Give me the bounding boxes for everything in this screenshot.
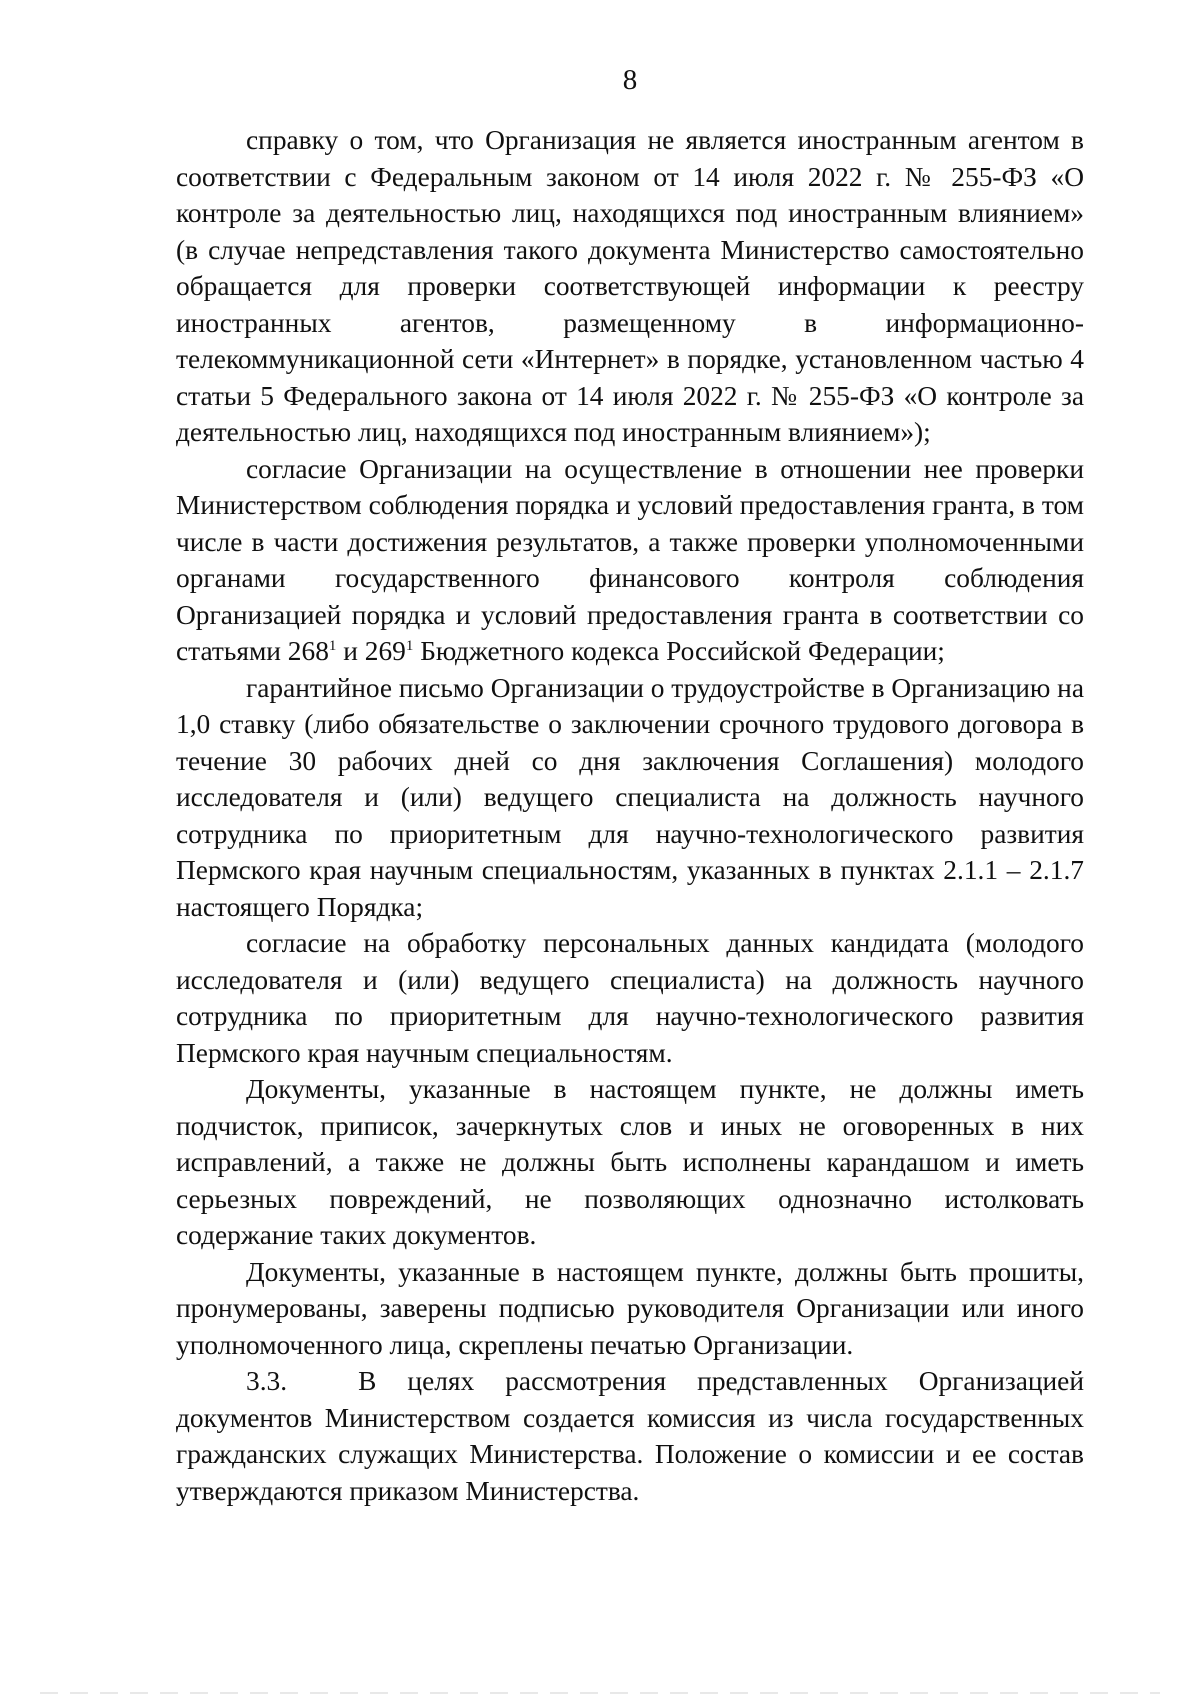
section-number: 3.3. В — [246, 1366, 377, 1396]
paragraph-document-binding: Документы, указанные в настоящем пункте, должны быть прошиты, пронумерованы, заверены подписью руководителя Организации или иного уполномоченного лица, скреплены печатью Организации. — [176, 1256, 1084, 1360]
paragraph-document-requirements: Документы, указанные в настоящем пункте, не должны иметь подчисток, приписок, зачеркнутых слов и иных не оговоренных в них исправлений, а также не должны быть исполнены карандашом и иметь серьезных повреждений, не позволяющих однозначно истолковать содержание таких документов. — [176, 1074, 1084, 1250]
superscript-article-269: 1 — [405, 637, 414, 654]
paragraph-foreign-agent-certificate: справку о том, что Организация не является иностранным агентом в соответствии с Федеральным законом от 14 июля 2022 г. № 255-ФЗ «О контроле за деятельностью лиц, находящихся под иностранным влиянием» (в случае непредставления такого документа Министерство самостоятельно обращается для проверки соответствующей информации к реестру иностранных агентов, размещенному в информационно-телекоммуникационной сети «Интернет» в порядке, установленном частью 4 статьи 5 Федерального закона от 14 июля 2022 г. № 255-ФЗ «О контроле за деятельностью лиц, находящихся под иностранным влиянием»); — [176, 125, 1084, 447]
paragraph-inspection-consent-text-2: и 269 — [336, 636, 406, 666]
paragraph-personal-data-consent: согласие на обработку персональных данных кандидата (молодого исследователя и (или) ведущего специалиста) на должность научного сотрудника по приоритетным для научно-технологического развития Пермского края научным специальностям. — [176, 928, 1084, 1068]
paragraph-inspection-consent — [176, 451, 1084, 670]
document-body — [176, 122, 1084, 1509]
scan-bottom-edge — [40, 1692, 1160, 1694]
section-3-3-text: целях рассмотрения представленных Организацией документов Министерством создается комиссия из числа государственных гражданских служащих Министерства. Положение о комиссии и ее состав утверждаются приказом Министерства. — [176, 1366, 1084, 1506]
page-number: 8 — [622, 64, 638, 96]
superscript-article-268: 1 — [328, 637, 337, 654]
paragraph-inspection-consent-text-3: Бюджетного кодекса Российской Федерации; — [413, 636, 945, 666]
paragraph-inspection-consent-text-1: согласие Организации на осуществление в отношении нее проверки Министерством соблюдения порядка и условий предоставления гранта, в том числе в части достижения результатов, а также проверки уполномоченными органами государственного финансового контроля соблюдения Организацией порядка и условий предоставления гранта в соответствии со статьями 268 — [176, 453, 1084, 666]
paragraph-guarantee-letter: гарантийное письмо Организации о трудоустройстве в Организацию на 1,0 ставку (либо обязательстве о заключении срочного трудового договора в течение 30 рабочих дней со дня заключения Соглашения) молодого исследователя и (или) ведущего специалиста на должность научного сотрудника по приоритетным для научно-технологического развития Пермского края научным специальностям, указанных в пунктах 2.1.1 – 2.1.7 настоящего Порядка; — [176, 672, 1084, 922]
paragraph-section-3-3 — [176, 1363, 1084, 1509]
